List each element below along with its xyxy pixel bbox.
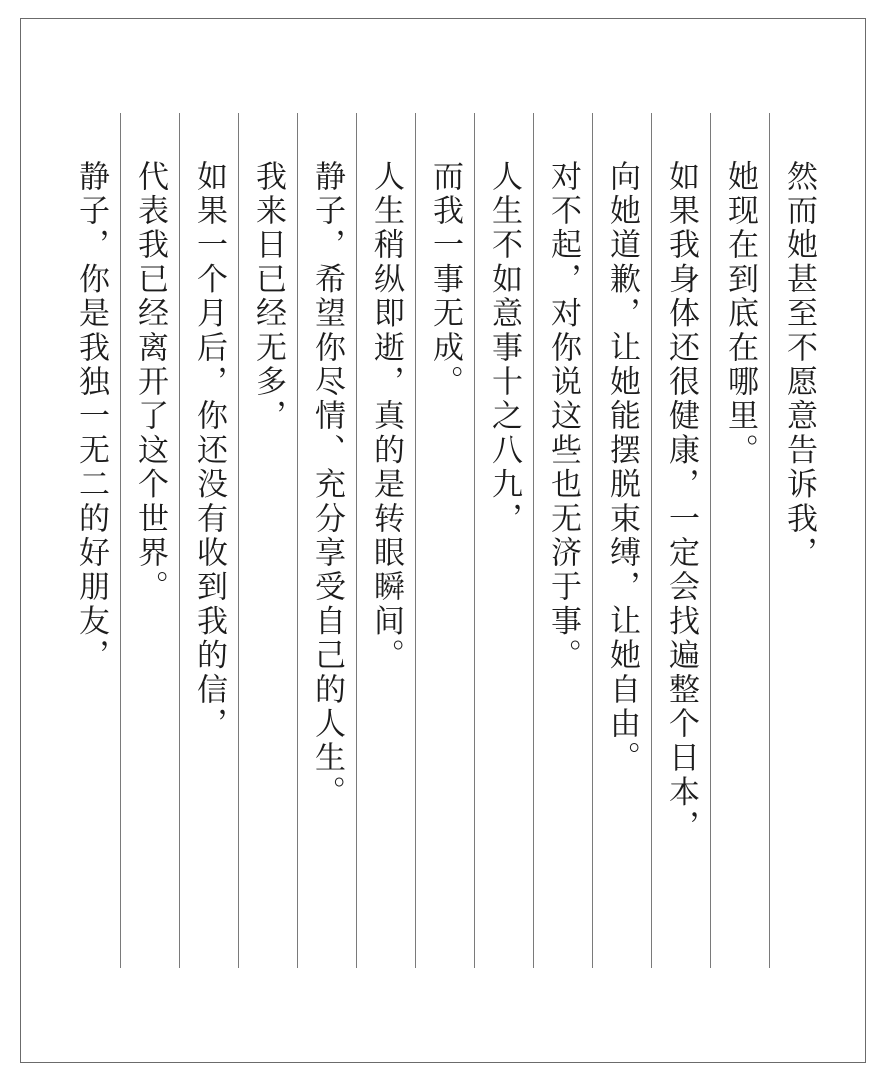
- text-column-11: 如果一个月后，你还没有收到我的信，: [191, 160, 227, 742]
- text-column-8: 人生稍纵即逝，真的是转眼瞬间。: [368, 160, 404, 673]
- text-column-7: 而我一事无成。: [427, 160, 463, 400]
- text-column-13: 静子，你是我独一无二的好朋友，: [73, 160, 109, 673]
- text-column-4: 向她道歉，让她能摆脱束缚，让她自由。: [604, 160, 640, 776]
- text-column-1: 然而她甚至不愿意告诉我，: [781, 160, 817, 571]
- text-column-5: 对不起，对你说这些也无济于事。: [545, 160, 581, 673]
- text-column-2: 她现在到底在哪里。: [722, 160, 758, 468]
- text-column-6: 人生不如意事十之八九，: [486, 160, 522, 537]
- text-column-10: 我来日已经无多，: [250, 160, 286, 434]
- text-column-12: 代表我已经离开了这个世界。: [132, 160, 168, 605]
- text-column-9: 静子，希望你尽情、充分享受自己的人生。: [309, 160, 345, 810]
- text-column-3: 如果我身体还很健康，一定会找遍整个日本，: [663, 160, 699, 844]
